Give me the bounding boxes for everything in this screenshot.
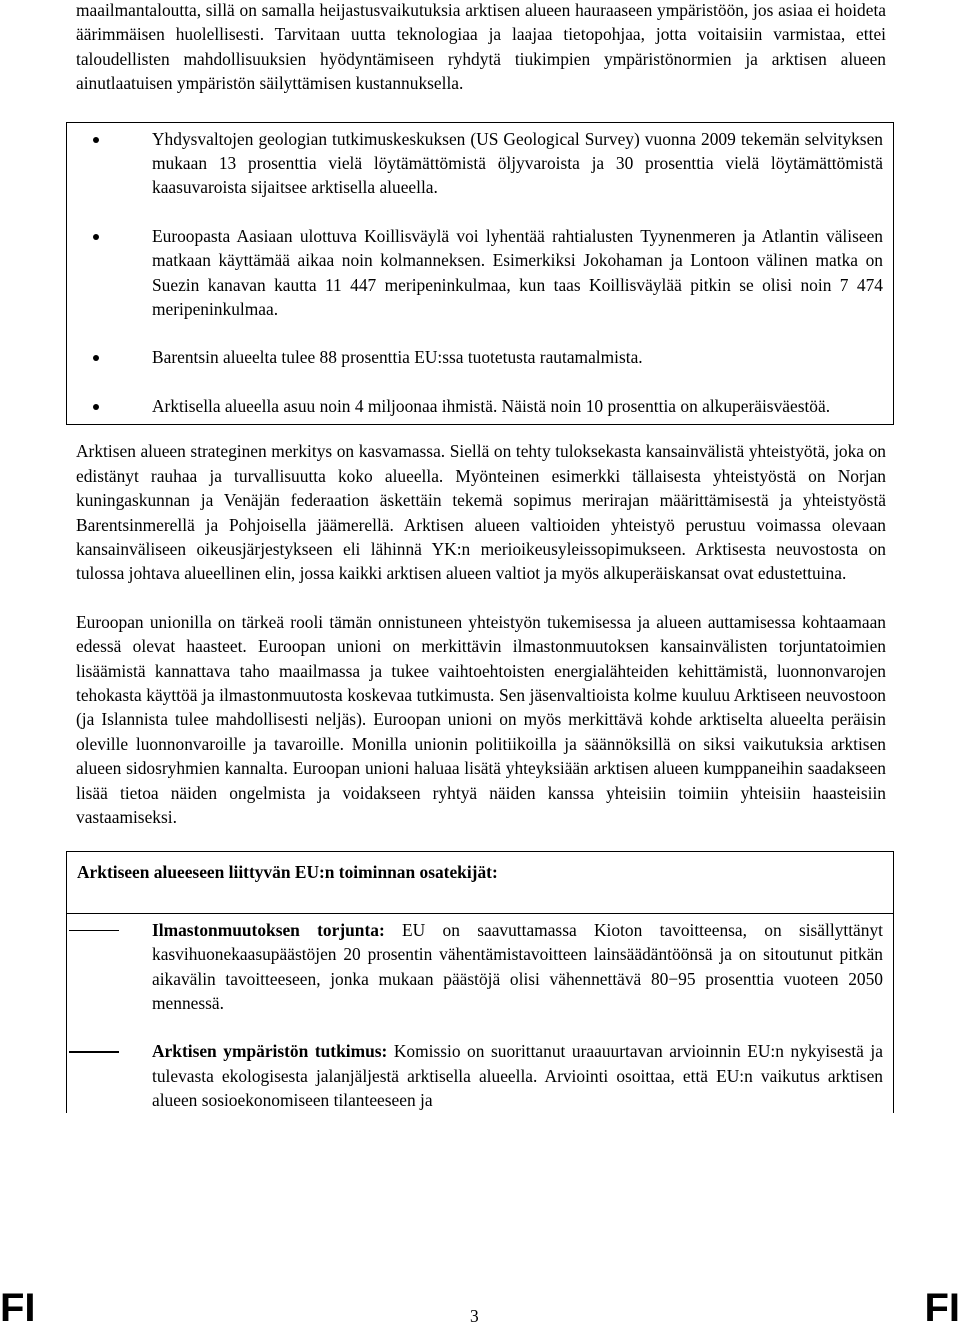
- action-text: Komissio on suorittanut uraauurtavan arvioinnin EU:n nykyisestä ja tulevasta ekologisesta jalanjäljestä arktisella alueella. Arviointi osoittaa, että EU:n vaikutus arktisen alueen sosioekonomiseen tilanteeseen ja: [152, 1041, 883, 1111]
- fact-item: [77, 394, 883, 418]
- fact-item: [77, 345, 883, 369]
- action-title: Ilmastonmuutoksen torjunta:: [152, 919, 385, 940]
- fact-text: Barentsin alueelta tulee 88 prosenttia EU:ssa tuotetusta rautamalmista.: [152, 347, 643, 368]
- bullet-icon: [93, 404, 99, 410]
- body-paragraph: Euroopan unionilla on tärkeä rooli tämän onnistuneen yhteistyön tukemisessa ja alueen auttamisessa kohtaamaan edessä olevat haasteet. Euroopan unioni on merkittävin ilmastonmuutoksen kansainvälisten torjuntatoimien lisäämistä kannattava taho maailmassa ja tukee vaihtoehtoisten energialähteiden kehittämistä, luonnonvarojen tehokasta käyttöä ja ilmastonmuutosta koskevaa tutkimusta. Sen jäsenvaltioista kolme kuuluu Arktiseen neuvostoon (ja Islannista tulee mahdollisesti neljäs). Euroopan unioni on myös merkittävä kohde arktiselta alueelta peräisin oleville luonnonvaroille ja tavaroille. Monilla unionin politiikoilla ja säännöksillä on siksi vaikutuksia arktisen alueen sidosryhmien kannalta. Euroopan unioni haluaa lisätä yhteyksiään arktisen alueen kumppaneihin saadakseen lisää tietoa näiden ongelmista ja voidakseen ryhtyä näiden kanssa yhteisiin toimiin yhteisiin haasteisiin vastaamiseksi.: [76, 611, 886, 827]
- actions-box: [66, 914, 894, 1113]
- bullet-icon: [93, 137, 99, 143]
- section-heading: Arktiseen alueeseen liittyvän EU:n toiminnan osatekijät:: [66, 851, 894, 913]
- bullet-icon: [93, 234, 99, 240]
- action-item: [77, 918, 883, 1016]
- dash-icon: [69, 930, 119, 931]
- dash-icon: [69, 1051, 119, 1052]
- action-item: [77, 1039, 883, 1112]
- action-text: EU on saavuttamassa Kioton tavoitteensa, on sisällyttänyt kasvihuonekaasupäästöjen 20 prosentin vähentämistavoitteen lainsäädäntöönsä ja on sitoutunut pitkän aikavälin tavoitteeseen, jonka mukaan päästöjä olisi vähennettävä 80−95 prosenttia vuoteen 2050 mennessä.: [152, 919, 883, 1013]
- fact-item: [77, 127, 883, 200]
- fact-text: Arktisella alueella asuu noin 4 miljoonaa ihmistä. Näistä noin 10 prosenttia on alkuperäisväestöä.: [152, 395, 831, 416]
- fact-box: [66, 122, 894, 426]
- fact-text: Euroopasta Aasiaan ulottuva Koillisväylä voi lyhentää rahtialusten Tyynenmeren ja Atlantin väliseen matkaan käyttämää aikaa noin kolmanneksen. Esimerkiksi Jokohaman ja Lontoon välinen matka on Suezin kanavan kautta 11 447 meripeninkulmaa, kun taas Koillisväylää pitkin se olisi noin 7 474 meripeninkulmaa.: [152, 225, 883, 320]
- bullet-icon: [93, 355, 99, 361]
- intro-paragraph: maailmantaloutta, sillä on samalla heijastusvaikutuksia arktisen alueen hauraaseen ympäristöön, jos asiaa ei hoideta äärimmäisen huolellisesti. Tarvitaan uutta teknologiaa ja laajaa tietopohjaa, jotta voitaisiin varmistaa, ettei taloudellisten mahdollisuuksien hyödyntämiseen ryhdytä tiukimpien ympäristönormien ja arktisen alueen ainutlaatuisen ympäristön säilyttämisen kustannuksella.: [76, 0, 886, 94]
- document-body: [76, 0, 886, 1137]
- fact-text: Yhdysvaltojen geologian tutkimuskeskuksen (US Geological Survey) vuonna 2009 tekemän selvityksen mukaan 13 prosenttia vielä löytämättömistä öljyvaroista ja 30 prosenttia vielä löytämättömistä kaasuvaroista sijaitsee arktisella alueella.: [152, 128, 883, 198]
- page-number: 3: [470, 1305, 479, 1326]
- footer-language-right: FI: [924, 1286, 960, 1330]
- fact-item: [77, 224, 883, 322]
- body-paragraph: Arktisen alueen strateginen merkitys on kasvamassa. Siellä on tehty tuloksekasta kansainvälistä yhteistyötä, joka on edistänyt rauhaa ja turvallisuutta koko alueella. Myönteinen esimerkki tällaisesta yhteistyöstä on Norjan kuningaskunnan ja Venäjän federaation äskettäin tekemä sopimus merirajan määrittämisestä ja yhteistyöstä Barentsinmerellä ja Pohjoisella jäämerellä. Arktisen alueen valtioiden yhteistyö perustuu voimassa olevaan kansainväliseen oikeusjärjestykseen eli lähinnä YK:n merioikeusyleissopimukseen. Arktisesta neuvostosta on tulossa johtava alueellinen elin, jossa kaikki arktisen alueen valtiot ja myös alkuperäiskansat ovat edustettuina.: [76, 441, 886, 584]
- footer-language-left: FI: [0, 1286, 36, 1330]
- action-title: Arktisen ympäristön tutkimus:: [152, 1041, 388, 1062]
